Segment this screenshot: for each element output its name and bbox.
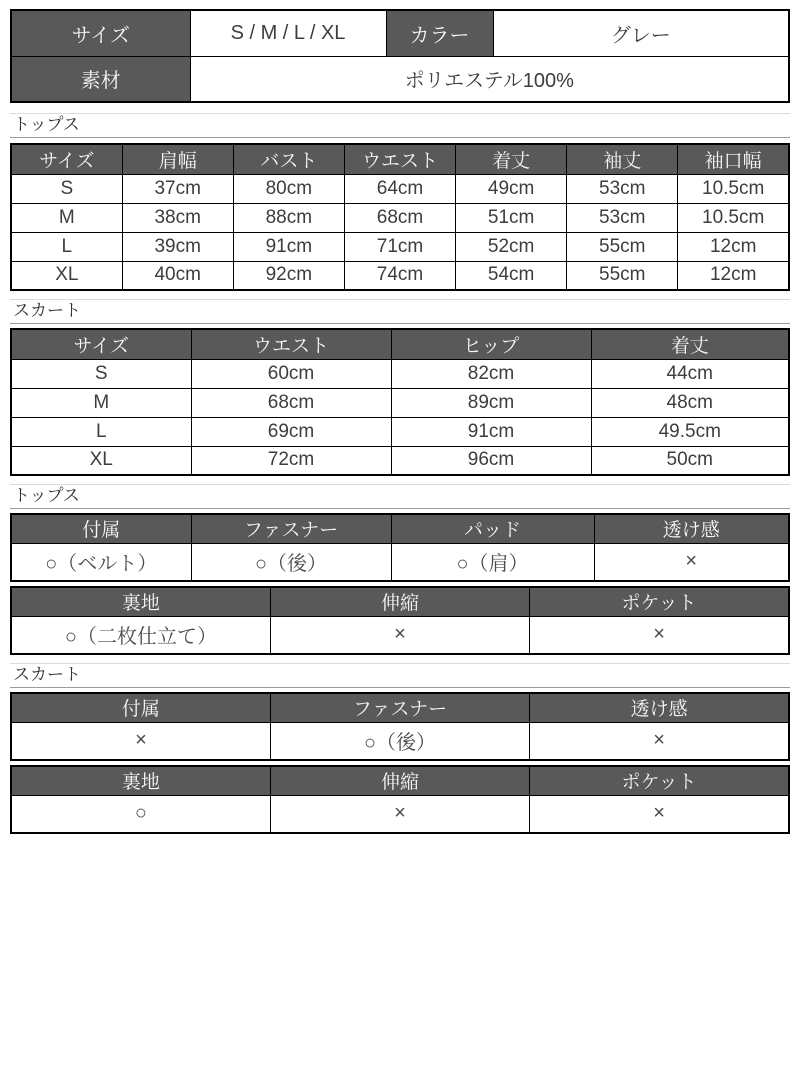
column-header: 付属 [11, 693, 270, 722]
column-header: 透け感 [594, 514, 789, 543]
tops-size-table [10, 143, 790, 291]
column-header: 伸縮 [270, 587, 529, 616]
measurement-cell: 91cm [233, 232, 344, 261]
tops-feature-table-2 [10, 586, 790, 655]
measurement-cell: 40cm [122, 261, 233, 290]
feature-value-cell: ○（肩） [391, 543, 594, 581]
size-cell: S [11, 174, 122, 203]
skirt-size-section-label: スカート [10, 299, 790, 324]
feature-value-cell: × [11, 722, 270, 760]
skirt-feature-section-label: スカート [10, 663, 790, 688]
size-cell: XL [11, 261, 122, 290]
feature-value-cell: ○（後） [270, 722, 529, 760]
measurement-cell: 68cm [344, 203, 455, 232]
column-header: ファスナー [191, 514, 391, 543]
measurement-cell: 92cm [233, 261, 344, 290]
feature-value-cell: ○ [11, 795, 270, 833]
table-row [11, 616, 789, 654]
feature-value-cell: × [594, 543, 789, 581]
column-header: ファスナー [270, 693, 529, 722]
feature-value-cell: × [530, 616, 789, 654]
skirt-feature-table-2 [10, 765, 790, 834]
table-row [11, 722, 789, 760]
measurement-cell: 74cm [344, 261, 455, 290]
measurement-cell: 38cm [122, 203, 233, 232]
column-header: ポケット [530, 587, 789, 616]
column-header: 肩幅 [122, 144, 233, 174]
color-label: カラー [386, 10, 493, 56]
measurement-cell: 54cm [456, 261, 567, 290]
measurement-cell: 96cm [391, 446, 591, 475]
color-value: グレー [493, 10, 789, 56]
measurement-cell: 49.5cm [591, 417, 789, 446]
measurement-cell: 80cm [233, 174, 344, 203]
table-row [11, 261, 789, 290]
table-row [11, 359, 789, 388]
column-header: サイズ [11, 144, 122, 174]
table-header-row [11, 144, 789, 174]
column-header: 裏地 [11, 587, 270, 616]
measurement-cell: 55cm [567, 232, 678, 261]
size-cell: L [11, 417, 191, 446]
column-header: 袖口幅 [678, 144, 789, 174]
measurement-cell: 51cm [456, 203, 567, 232]
tops-feature-table-1 [10, 513, 790, 582]
measurement-cell: 82cm [391, 359, 591, 388]
table-header-row [11, 329, 789, 359]
column-header: 着丈 [591, 329, 789, 359]
tops-feature-section-label: トップス [10, 484, 790, 509]
measurement-cell: 68cm [191, 388, 391, 417]
table-row [11, 388, 789, 417]
table-row [11, 10, 789, 56]
column-header: パッド [391, 514, 594, 543]
measurement-cell: 48cm [591, 388, 789, 417]
feature-value-cell: × [270, 616, 529, 654]
product-info-table [10, 9, 790, 103]
table-row [11, 417, 789, 446]
column-header: 着丈 [456, 144, 567, 174]
measurement-cell: 10.5cm [678, 174, 789, 203]
size-label: サイズ [11, 10, 190, 56]
measurement-cell: 64cm [344, 174, 455, 203]
column-header: ポケット [530, 766, 789, 795]
measurement-cell: 55cm [567, 261, 678, 290]
table-row [11, 174, 789, 203]
measurement-cell: 37cm [122, 174, 233, 203]
measurement-cell: 12cm [678, 261, 789, 290]
measurement-cell: 60cm [191, 359, 391, 388]
size-cell: S [11, 359, 191, 388]
table-row [11, 203, 789, 232]
measurement-cell: 10.5cm [678, 203, 789, 232]
feature-value-cell: × [530, 795, 789, 833]
size-cell: XL [11, 446, 191, 475]
measurement-cell: 69cm [191, 417, 391, 446]
skirt-feature-table-1 [10, 692, 790, 761]
size-cell: L [11, 232, 122, 261]
measurement-cell: 89cm [391, 388, 591, 417]
feature-value-cell: ○（二枚仕立て） [11, 616, 270, 654]
table-header-row [11, 587, 789, 616]
measurement-cell: 53cm [567, 203, 678, 232]
measurement-cell: 53cm [567, 174, 678, 203]
tops-size-section-label: トップス [10, 113, 790, 138]
measurement-cell: 49cm [456, 174, 567, 203]
table-row [11, 56, 789, 102]
measurement-cell: 88cm [233, 203, 344, 232]
column-header: ウエスト [344, 144, 455, 174]
column-header: 伸縮 [270, 766, 529, 795]
table-row [11, 232, 789, 261]
feature-value-cell: × [270, 795, 529, 833]
material-label: 素材 [11, 56, 190, 102]
column-header: 付属 [11, 514, 191, 543]
size-cell: M [11, 388, 191, 417]
column-header: ヒップ [391, 329, 591, 359]
size-value: S / M / L / XL [190, 10, 386, 56]
table-row [11, 795, 789, 833]
measurement-cell: 44cm [591, 359, 789, 388]
table-header-row [11, 766, 789, 795]
table-header-row [11, 514, 789, 543]
column-header: 透け感 [530, 693, 789, 722]
table-row [11, 543, 789, 581]
material-value: ポリエステル100% [190, 56, 789, 102]
measurement-cell: 39cm [122, 232, 233, 261]
table-row [11, 446, 789, 475]
measurement-cell: 91cm [391, 417, 591, 446]
column-header: ウエスト [191, 329, 391, 359]
column-header: バスト [233, 144, 344, 174]
feature-value-cell: × [530, 722, 789, 760]
column-header: 裏地 [11, 766, 270, 795]
measurement-cell: 52cm [456, 232, 567, 261]
table-header-row [11, 693, 789, 722]
skirt-size-table [10, 328, 790, 476]
measurement-cell: 72cm [191, 446, 391, 475]
feature-value-cell: ○（ベルト） [11, 543, 191, 581]
feature-value-cell: ○（後） [191, 543, 391, 581]
column-header: 袖丈 [567, 144, 678, 174]
measurement-cell: 12cm [678, 232, 789, 261]
size-cell: M [11, 203, 122, 232]
column-header: サイズ [11, 329, 191, 359]
measurement-cell: 50cm [591, 446, 789, 475]
measurement-cell: 71cm [344, 232, 455, 261]
